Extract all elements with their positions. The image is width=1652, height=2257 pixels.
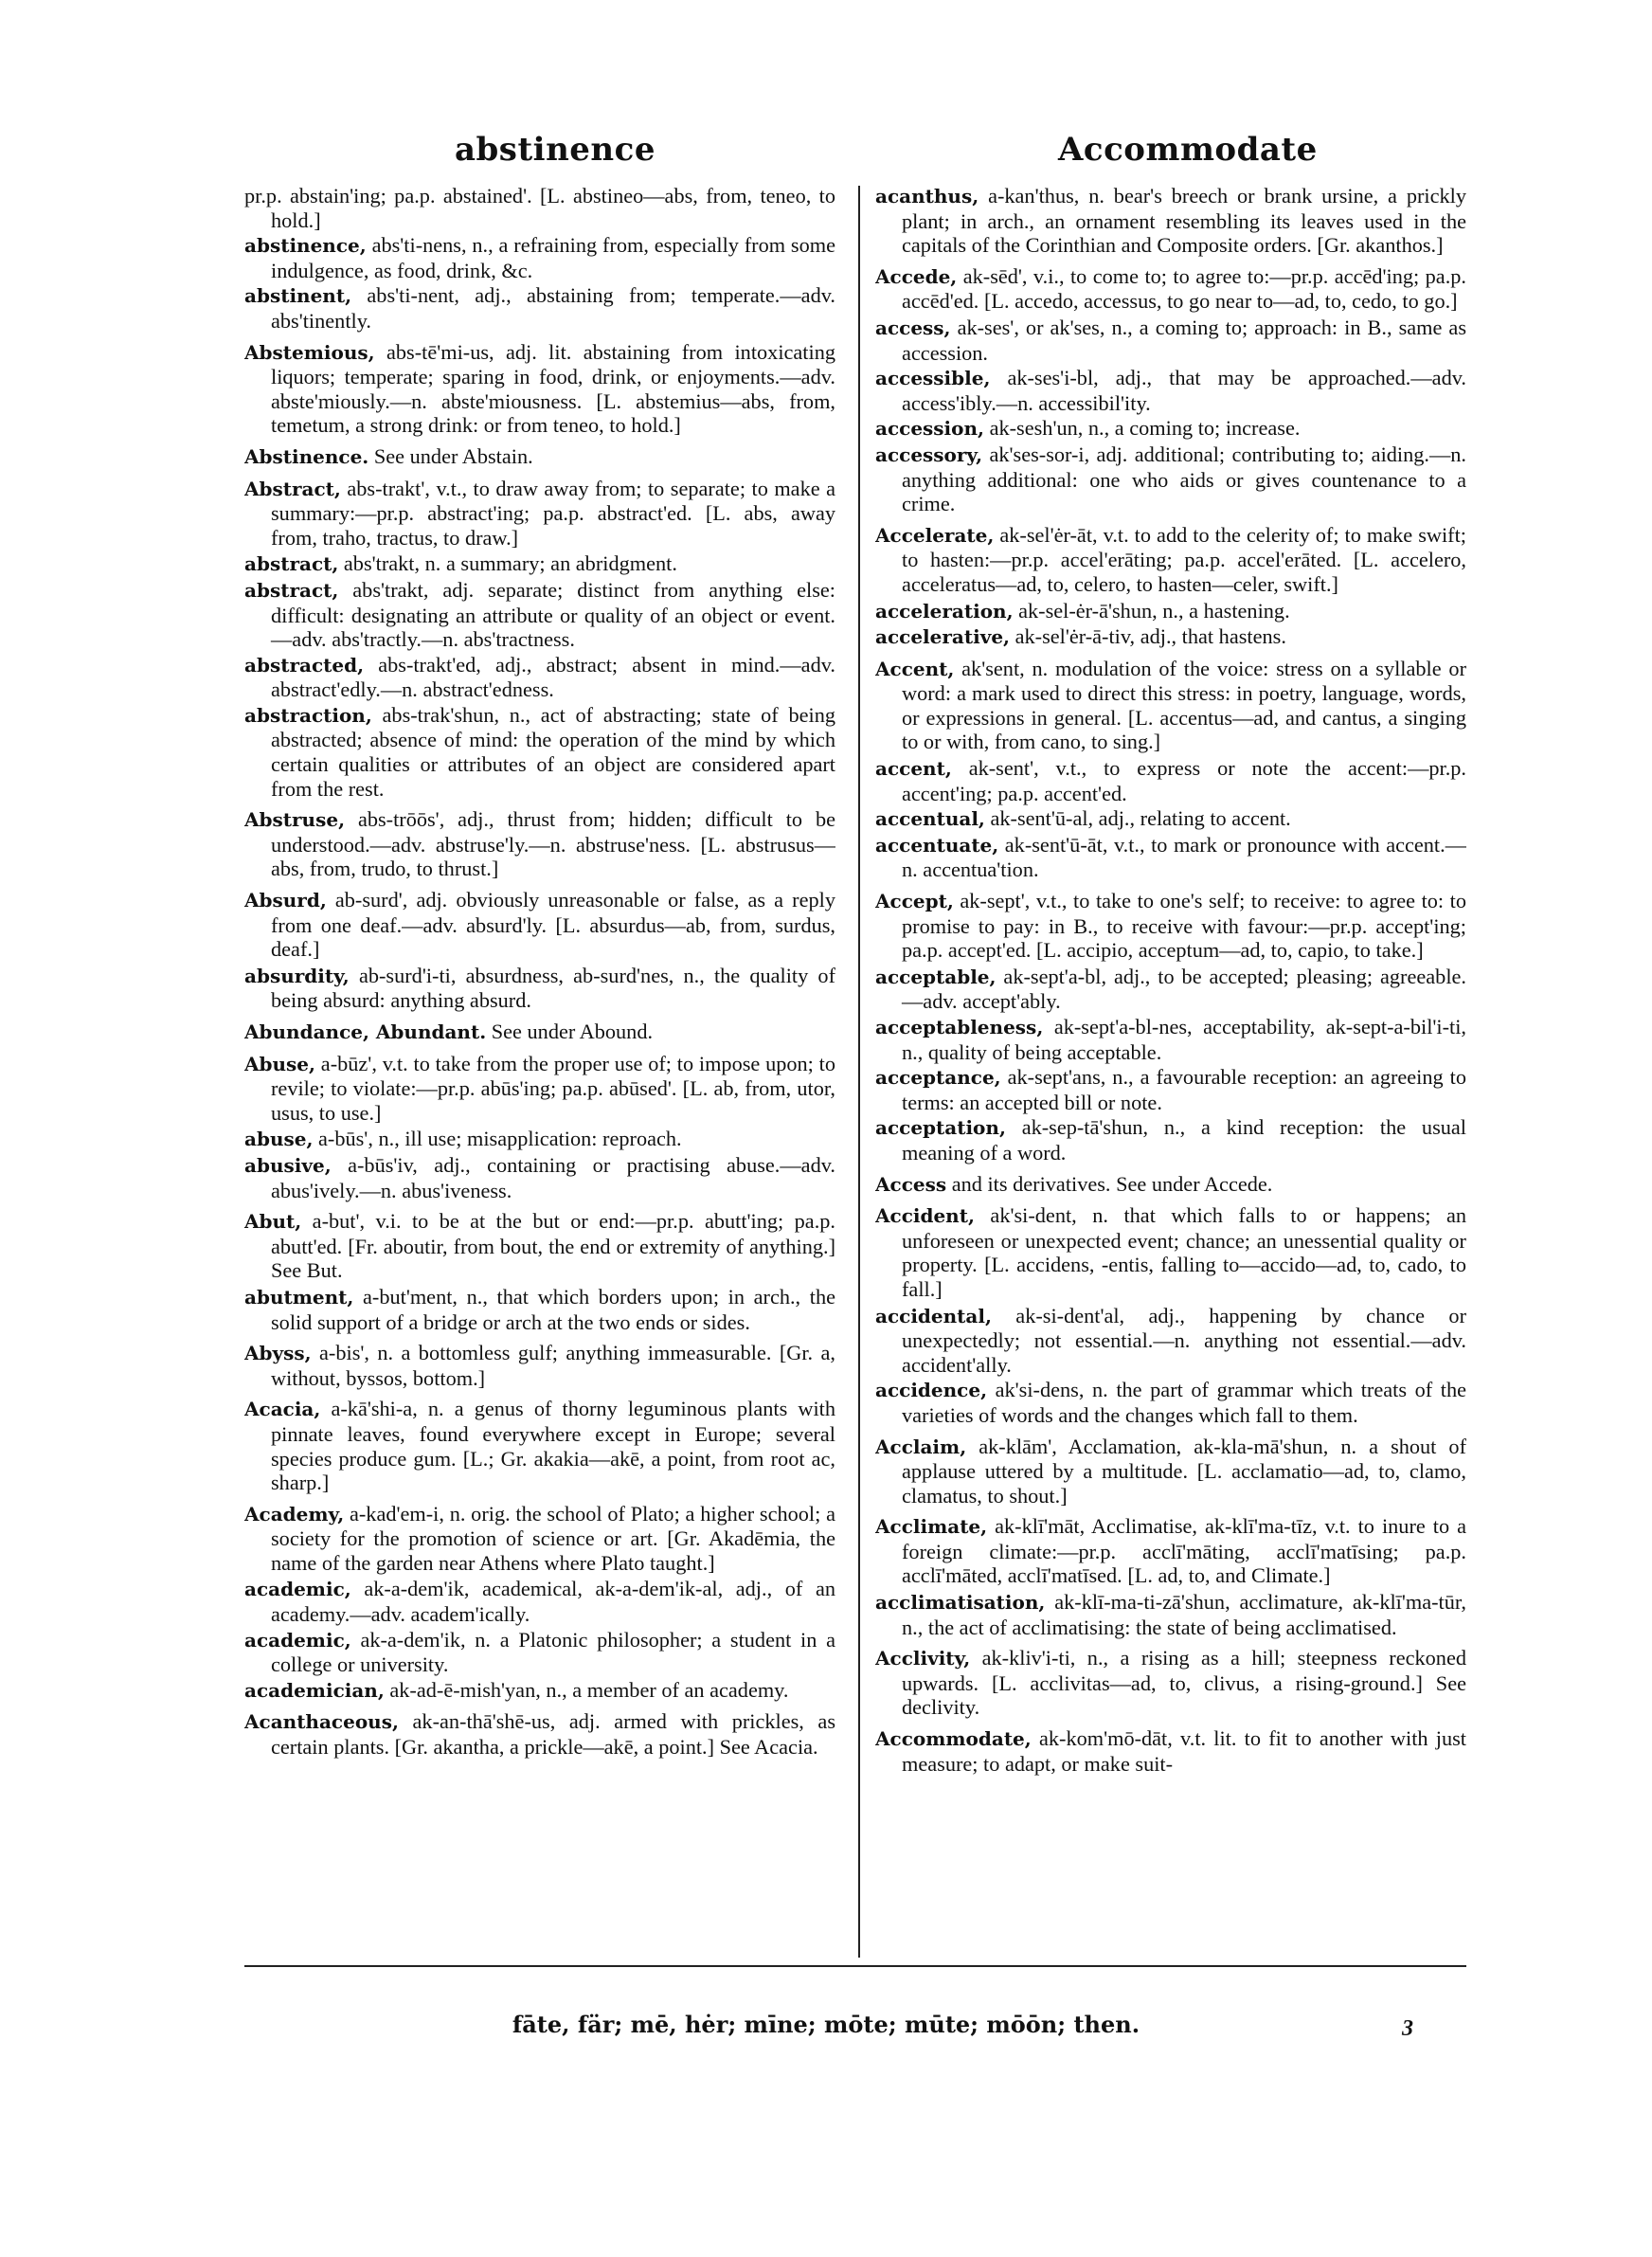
dictionary-entry — [244, 964, 835, 1013]
dictionary-entry — [244, 703, 835, 801]
entry-definition: See under Abstain. — [373, 443, 533, 468]
dictionary-entry — [244, 184, 835, 232]
running-head-right: Accommodate — [1058, 131, 1318, 169]
entry-definition: ak-sesh'un, n., a coming to; increase. — [989, 416, 1301, 441]
dictionary-entry — [875, 1203, 1466, 1301]
entry-definition: ak-sēd', v.i., to come to; to agree to:—pr.p. accēd'ing; pa.p. accēd'ed. [L. accedo, accessus, to go near to—ad, to, cedo, to go.] — [902, 263, 1466, 314]
entry-definition: ak-klī'māt, Acclimatise, ak-klī'ma-tīz, v.t. to inure to a foreign climate:—pr.p. acclī'māting, acclī'matīsing; pa.p. acclī'māted, acclī'matīsed. [L. ad, to, and Climate.] — [902, 1514, 1466, 1588]
entry-definition: a-bis', n. a bottomless gulf; anything immeasurable. [Gr. a, without, byssos, bottom.] — [271, 1341, 835, 1390]
dictionary-entry — [875, 1065, 1466, 1114]
entry-definition: abs'ti-nent, adj., abstaining from; temperate.—adv. abs'tinently. — [271, 283, 835, 333]
entry-definition: ak-sept'a-bl-nes, acceptability, ak-sept-a-bil'i-ti, n., quality of being acceptable. — [902, 1015, 1466, 1064]
entry-headword: abstract, — [244, 578, 339, 602]
entry-headword: Abyss, — [244, 1342, 312, 1365]
entry-headword: Abstract, — [244, 477, 341, 500]
dictionary-entry — [244, 1341, 835, 1390]
dictionary-entry — [244, 1628, 835, 1677]
entry-headword: acceptableness, — [875, 1016, 1044, 1038]
dictionary-entry — [875, 316, 1466, 365]
dictionary-entry — [875, 442, 1466, 516]
dictionary-entry — [244, 1577, 835, 1626]
entry-headword: abstracted, — [244, 653, 365, 677]
entry-headword: acceleration, — [875, 599, 1014, 623]
entry-definition: a-but', v.i. to be at the but or end:—pr.p. abutt'ing; pa.p. abutt'ed. [Fr. aboutir, from bout, the end or extremity of anything.] See But. — [271, 1209, 835, 1283]
dictionary-entry — [875, 1015, 1466, 1064]
dictionary-entry — [875, 889, 1466, 963]
entry-headword: accelerative, — [875, 625, 1011, 649]
entry-headword: abstinent, — [244, 284, 352, 308]
entry-headword: abstraction, — [244, 703, 372, 727]
entry-headword: Acclimate, — [875, 1515, 988, 1539]
entry-definition: abs-trak'shun, n., act of abstracting; state of being abstracted; absence of mind: the operation of the mind by which certain qualities or attributes of an object are considered apart from the rest. — [271, 702, 835, 801]
entry-definition: a-būs'iv, adj., containing or practising abuse.—adv. abus'ively.—n. abus'iveness. — [271, 1152, 835, 1202]
entry-headword: abstract, — [244, 552, 339, 576]
entry-headword: Abstruse, — [244, 808, 346, 832]
entry-definition: a-kā'shi-a, n. a genus of thorny leguminous plants with pinnate leaves, found everywhere except in Europe; several species produce gum. [L.; Gr. akakia—akē, a point, from root ac, sharp.] — [271, 1397, 835, 1495]
entry-definition: ak-sep-tā'shun, n., a kind reception: the usual meaning of a word. — [902, 1115, 1466, 1165]
dictionary-entry — [244, 340, 835, 438]
dictionary-entry — [244, 1209, 835, 1283]
entry-definition: ak-sel'ėr-ā-tiv, adj., that hastens. — [1015, 624, 1286, 649]
entry-headword: Accident, — [875, 1204, 975, 1228]
dictionary-entry — [244, 1285, 835, 1334]
entry-definition: pr.p. abstain'ing; pa.p. abstained'. [L. abstineo—abs, from, teneo, to hold.] — [244, 184, 835, 232]
dictionary-entry — [875, 657, 1466, 754]
entry-headword: academic, — [244, 1628, 351, 1652]
dictionary-entry — [244, 1678, 835, 1704]
entry-definition: abs'trakt, adj. separate; distinct from anything else: difficult: designating an attribute or quality of an object or event.—adv. abs'tractly.—n. abs'tractness. — [271, 577, 835, 652]
dictionary-entry — [244, 1502, 835, 1576]
dictionary-entry — [244, 1127, 835, 1152]
entry-headword: accidence, — [875, 1379, 988, 1402]
entry-definition: abs-tē'mi-us, adj. lit. abstaining from intoxicating liquors; temperate; sparing in food, drink, or enjoyments.—adv. abste'miously.—n. abste'miousness. [L. abstemius—abs, from, temetum, a strong drink: or from teneo, to hold.] — [271, 339, 835, 438]
dictionary-entry — [244, 1709, 835, 1759]
entry-definition: ak-kom'mō-dāt, v.t. lit. to fit to another with just measure; to adapt, or make suit- — [902, 1726, 1466, 1776]
entry-definition: ak'ses-sor-i, adj. additional; contributing to; aiding.—n. anything additional: one who aids or gives countenance to a crime. — [902, 442, 1466, 516]
entry-headword: abusive, — [244, 1153, 332, 1177]
entry-headword: accent, — [875, 757, 952, 781]
dictionary-entry — [875, 1115, 1466, 1165]
entry-headword: Acclaim, — [875, 1435, 967, 1458]
entry-headword: academician, — [244, 1678, 385, 1702]
dictionary-entry — [875, 1726, 1466, 1776]
entry-definition: a-būs', n., ill use; misapplication: reproach. — [318, 1127, 682, 1151]
entry-definition: ak-si-dent'al, adj., happening by chance or unexpectedly; not essential.—n. anything not essential.—adv. accident'ally. — [902, 1303, 1466, 1377]
dictionary-entry — [875, 1514, 1466, 1588]
dictionary-entry — [244, 888, 835, 962]
entry-headword: accentual, — [875, 807, 985, 831]
entry-definition: ak-klām', Acclamation, ak-kla-mā'shun, n. a shout of applause uttered by a multitude. [L. acclamatio—ad, to, clamo, clamatus, to shout.] — [902, 1434, 1466, 1508]
dictionary-entry — [244, 444, 835, 470]
entry-definition: a-kan'thus, n. bear's breech or brank ursine, a prickly plant; in arch., an ornament resembling its leaves used in the capitals of the Corinthian and Composite orders. [Gr. akanthos.] — [902, 184, 1466, 258]
entry-headword: acanthus, — [875, 185, 979, 208]
entry-headword: Acacia, — [244, 1398, 321, 1421]
entry-headword: Abut, — [244, 1210, 302, 1234]
entry-definition: abs'trakt, n. a summary; an abridgment. — [343, 551, 677, 576]
entry-definition: ak-klī-ma-ti-zā'shun, acclimature, ak-klī'ma-tūr, n., the act of acclimatising: the state of being acclimatised. — [902, 1590, 1466, 1639]
pronunciation-key: fāte, fär; mē, hėr; mīne; mōte; mūte; mōōn; then. — [512, 2011, 1140, 2038]
entry-definition: abs-trōōs', adj., thrust from; hidden; difficult to be understood.—adv. abstruse'ly.—n. abstruse'ness. [L. abstrusus—abs, from, trudo, to thrust.] — [271, 807, 835, 881]
entry-definition: and its derivatives. See under Accede. — [951, 1171, 1273, 1196]
entry-definition: ak-an-thā'shē-us, adj. armed with prickles, as certain plants. [Gr. akantha, a prickle—akē, a point.] See Acacia. — [271, 1709, 835, 1760]
entry-definition: ak-sent', v.t., to express or note the accent:—pr.p. accent'ing; pa.p. accent'ed. — [902, 756, 1466, 805]
entry-definition: ak-ses'i-bl, adj., that may be approached.—adv. access'ibly.—n. accessibil'ity. — [902, 366, 1466, 415]
entry-headword: accessory, — [875, 442, 983, 466]
page-number: 3 — [1402, 2016, 1413, 2041]
entry-headword: acceptable, — [875, 965, 997, 988]
entry-headword: Accept, — [875, 890, 954, 913]
dictionary-entry — [875, 756, 1466, 805]
entry-headword: Accede, — [875, 264, 958, 288]
dictionary-entry — [875, 416, 1466, 442]
dictionary-entry — [875, 806, 1466, 832]
dictionary-entry — [875, 184, 1466, 258]
running-head-left: abstinence — [455, 131, 655, 169]
dictionary-entry — [875, 1590, 1466, 1639]
entry-definition: ak-kliv'i-ti, n., a rising as a hill; steepness reckoned upwards. [L. acclivitas—ad, to, clivus, a rising-ground.] See declivity. — [902, 1646, 1466, 1720]
dictionary-entry — [875, 523, 1466, 597]
entry-definition: abs'ti-nens, n., a refraining from, especially from some indulgence, as food, drink, &c. — [271, 233, 835, 282]
dictionary-entry — [875, 1304, 1466, 1378]
entry-definition: a-kad'em-i, n. orig. the school of Plato; a higher school; a society for the promotion of science or art. [Gr. Akadēmia, the name of the garden near Athens where Plato taught.] — [271, 1501, 835, 1575]
entry-definition: ak'si-dent, n. that which falls to or happens; an unforeseen or unexpected event; chance; an unessential quality or property. [L. accidens, -entis, falling to—accido—ad, to, cado, to fall.] — [902, 1203, 1466, 1301]
entry-headword: acclimatisation, — [875, 1591, 1046, 1615]
entry-headword: accidental, — [875, 1304, 992, 1327]
entry-definition: ak-sent'ū-al, adj., relating to accent. — [990, 806, 1291, 831]
entry-definition: See under Abound. — [491, 1020, 654, 1043]
dictionary-entry — [244, 233, 835, 282]
entry-headword: abstinence, — [244, 234, 367, 258]
entry-definition: ak'si-dens, n. the part of grammar which treats of the varieties of words and the changes which fall to them. — [902, 1378, 1466, 1427]
entry-headword: accession, — [875, 417, 984, 441]
entry-headword: acceptance, — [875, 1066, 1001, 1090]
entry-definition: ak-ses', or ak'ses, n., a coming to; approach: in B., same as accession. — [902, 315, 1466, 365]
column-divider — [858, 186, 860, 1958]
dictionary-entry — [875, 1435, 1466, 1508]
dictionary-entry — [875, 965, 1466, 1014]
entry-definition: a-but'ment, n., that which borders upon; in arch., the solid support of a bridge or arch at the two ends or sides. — [271, 1284, 835, 1334]
entry-definition: abs-trakt', v.t., to draw away from; to separate; to make a summary:—pr.p. abstract'ing; pa.p. abstract'ed. [L. abs, away from, traho, tractus, to draw.] — [271, 476, 835, 550]
left-column — [244, 184, 835, 1946]
entry-headword: Accommodate, — [875, 1727, 1032, 1751]
entry-headword: Accent, — [875, 657, 955, 680]
dictionary-entry — [244, 578, 835, 652]
entry-headword: access, — [875, 316, 951, 339]
entry-definition: a-būz', v.t. to take from the proper use of; to impose upon; to revile; to violate:—pr.p. abūs'ing; pa.p. abūsed'. [L. ab, from, utor, usus, to use.] — [271, 1051, 835, 1125]
dictionary-entry — [244, 477, 835, 551]
dictionary-entry — [875, 1378, 1466, 1427]
dictionary-entry — [875, 366, 1466, 415]
entry-definition: abs-trakt'ed, adj., abstract; absent in mind.—adv. abstract'edly.—n. abstract'edness. — [271, 652, 835, 702]
entry-headword: Abuse, — [244, 1052, 315, 1075]
dictionary-entry — [875, 833, 1466, 882]
dictionary-entry — [244, 653, 835, 702]
entry-headword: abutment, — [244, 1285, 354, 1309]
entry-headword: Acanthaceous, — [244, 1710, 399, 1734]
entry-definition: ab-surd', adj. obviously unreasonable or false, as a reply from one deaf.—adv. absurd'ly. [L. absurdus—ab, from, surdus, deaf.] — [271, 888, 835, 962]
dictionary-entry — [875, 599, 1466, 624]
right-column — [875, 184, 1466, 1946]
dictionary-entry — [875, 624, 1466, 650]
dictionary-entry — [875, 1646, 1466, 1720]
entry-headword: accentuate, — [875, 833, 999, 857]
entry-definition: ak-sept'a-bl, adj., to be accepted; pleasing; agreeable.—adv. accept'ably. — [902, 964, 1466, 1014]
dictionary-entry — [244, 283, 835, 333]
dictionary-entry — [244, 551, 835, 577]
dictionary-entry — [244, 1153, 835, 1202]
footer-rule — [244, 1965, 1466, 1967]
entry-headword: Abstemious, — [244, 340, 375, 364]
entry-definition: ak-sept', v.t., to take to one's self; to receive: to agree to: to promise to pay: in B., to receive with favour:—pr.p. accept'ing; pa.p. accept'ed. [L. accipio, acceptum—ad, to, capio, to take.] — [902, 889, 1466, 963]
entry-definition: ak-sept'ans, n., a favourable reception: an agreeing to terms: an accepted bill or note. — [902, 1065, 1466, 1114]
dictionary-entry — [875, 1172, 1466, 1198]
entry-headword: Absurd, — [244, 889, 327, 912]
dictionary-entry — [244, 1020, 835, 1045]
entry-headword: absurdity, — [244, 964, 350, 987]
entry-headword: Academy, — [244, 1502, 345, 1526]
entry-definition: ak-sel'ėr-āt, v.t. to add to the celerity of; to make swift; to hasten:—pr.p. accel'erāting; pa.p. accel'erāted. [L. accelero, acceleratus—ad, to, celero, to hasten—celer, swift.] — [902, 522, 1466, 596]
entry-definition: ak-ad-ē-mish'yan, n., a member of an academy. — [389, 1677, 789, 1702]
dictionary-entry — [244, 807, 835, 881]
entry-headword: Abundance, Abundant. — [244, 1020, 487, 1043]
entry-definition: ak-a-dem'ik, n. a Platonic philosopher; a student in a college or university. — [271, 1627, 835, 1677]
entry-headword: acceptation, — [875, 1116, 1006, 1140]
entry-headword: academic, — [244, 1578, 351, 1601]
entry-definition: ak-sel-ėr-ā'shun, n., a hastening. — [1018, 598, 1290, 623]
entry-headword: abuse, — [244, 1128, 314, 1151]
entry-definition: ak-sent'ū-āt, v.t., to mark or pronounce with accent.—n. accentua'tion. — [902, 832, 1466, 882]
entry-definition: ak-a-dem'ik, academical, ak-a-dem'ik-al, adj., of an academy.—adv. academ'ically. — [271, 1577, 835, 1627]
dictionary-entry — [244, 1397, 835, 1494]
entry-definition: ak'sent, n. modulation of the voice: stress on a syllable or word: a mark used to direct this stress: in poetry, language, words, or expressions in general. [L. accentus—ad, and cantus, a singing to or with, from cano, to sing.] — [902, 656, 1466, 754]
dictionary-entry — [244, 1052, 835, 1126]
entry-headword: Accelerate, — [875, 523, 995, 547]
dictionary-entry — [875, 264, 1466, 314]
entry-definition: ab-surd'i-ti, absurdness, ab-surd'nes, n., the quality of being absurd: anything absurd. — [271, 963, 835, 1013]
entry-headword: accessible, — [875, 367, 991, 390]
entry-headword: Acclivity, — [875, 1647, 971, 1670]
entry-headword: Access — [875, 1172, 947, 1196]
entry-headword: Abstinence. — [244, 444, 369, 468]
